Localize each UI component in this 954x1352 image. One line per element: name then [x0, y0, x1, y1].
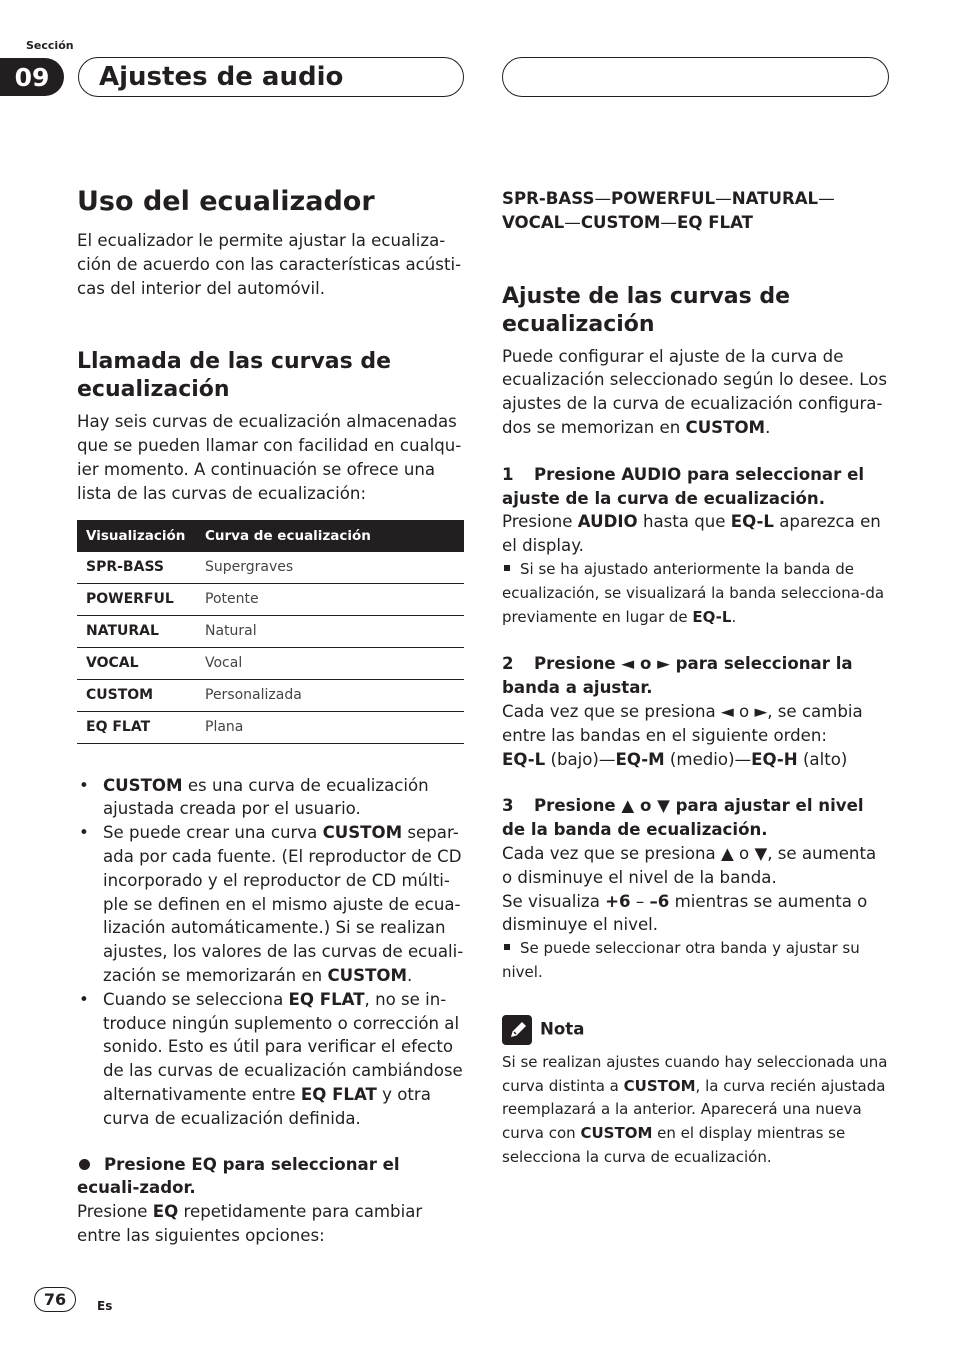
table-cell-display: VOCAL	[77, 647, 196, 679]
eq-sequence	[502, 187, 890, 235]
nota-heading	[502, 1015, 890, 1045]
nota-box	[502, 1015, 890, 1170]
eq-step-heading	[77, 1153, 465, 1201]
nota-title: Nota	[540, 1019, 585, 1039]
step-heading-text: Presione ◄ o ► para seleccionar la banda a ajustar.	[502, 654, 853, 698]
bullet-text: , no se in-troduce ningún suplemento o corrección al sonido. Esto es útil para verificar el efecto de las curvas de ecualización cambiándose alternativamente entre	[103, 989, 463, 1104]
ajuste-paragraph	[502, 345, 890, 440]
table-cell-curve: Personalizada	[196, 679, 464, 711]
text: Se visualiza	[502, 891, 606, 911]
bold-eql: EQ-L	[730, 512, 774, 532]
seq-item: POWERFUL	[611, 189, 716, 208]
text: (alto)	[797, 749, 848, 769]
square-bullet-icon	[504, 565, 510, 571]
chapter-title-text: Ajustes de audio	[99, 62, 344, 92]
table-row	[77, 679, 464, 711]
bullet-text: Se puede crear una curva	[103, 823, 323, 843]
text: –	[630, 891, 650, 911]
left-column	[77, 186, 465, 1248]
bold-eqm: EQ-M	[615, 749, 665, 769]
step-number: 3	[502, 796, 514, 816]
page-title: Uso del ecualizador	[77, 186, 375, 217]
table-row	[77, 647, 464, 679]
intro-paragraph: El ecualizador le permite ajustar la ecualiza-ción de acuerdo con las características acústi-cas del interior del automóvil.	[77, 231, 462, 298]
header-right-frame	[502, 57, 889, 97]
language-code: Es	[97, 1299, 113, 1313]
table-cell-display: SPR-BASS	[77, 552, 196, 584]
step-1-note	[502, 558, 890, 629]
eq-step-body	[77, 1200, 465, 1248]
chapter-title	[78, 57, 464, 97]
page-number: 76	[34, 1287, 76, 1312]
text: Si se realizan ajustes cuando hay seleccionada una curva distinta a	[502, 1052, 888, 1095]
section-number-badge: 09	[0, 58, 64, 96]
text: Presione	[502, 512, 578, 532]
text: .	[765, 417, 771, 437]
bold-custom: CUSTOM	[322, 823, 403, 843]
seq-sep: —	[564, 212, 581, 232]
subheading-llamada: Llamada de las curvas de ecualización	[77, 349, 392, 403]
step-3-body: Cada vez que se presiona ▲ o ▼, se aumenta o disminuye el nivel de la banda.	[502, 843, 877, 887]
step-3-range	[502, 890, 890, 938]
pencil-note-icon	[502, 1015, 532, 1045]
seq-sep: —	[660, 212, 677, 232]
bullet-text: Cuando se selecciona	[103, 989, 289, 1009]
table-header-row	[77, 520, 464, 552]
bold-eql: EQ-L	[502, 749, 546, 769]
notes-list	[77, 774, 465, 1131]
bullet-text: y otra curva de ecualización definida.	[103, 1084, 431, 1128]
text: , la curva recién ajustada reemplazará a la anterior. Aparecerá una nueva curva con	[502, 1076, 886, 1143]
table-cell-curve: Natural	[196, 615, 464, 647]
bold-plus6: +6	[605, 891, 631, 911]
section-label: Sección	[26, 39, 74, 52]
seq-sep: —	[594, 189, 612, 208]
bold-eq: EQ	[152, 1202, 179, 1222]
eq-step-heading-text: Presione EQ para seleccionar el ecuali-zador.	[77, 1154, 400, 1198]
bold-custom: CUSTOM	[580, 1124, 653, 1143]
bold-eqh: EQ-H	[751, 749, 798, 769]
seq-item: CUSTOM	[580, 212, 661, 232]
text: (bajo)—	[545, 749, 616, 769]
table-cell-curve: Vocal	[196, 647, 464, 679]
text: Si se ha ajustado anteriormente la banda de ecualización, se visualizará la banda selecciona-da previamente en lugar de	[502, 559, 885, 626]
step-1-body	[502, 510, 890, 558]
table-cell-curve: Potente	[196, 583, 464, 615]
bold-eqflat: EQ FLAT	[288, 989, 365, 1009]
step-number: 1	[502, 464, 514, 484]
table-cell-curve: Plana	[196, 711, 464, 743]
bullet-text: separ-ada por cada fuente. (El reproductor de CD incorporado y el reproductor de CD múlti-ple se definen en el mismo ajuste de ecua-lización automáticamente.) Si se realizan ajustes, los valores de las curvas de ecuali-zación se memorizarán en	[103, 823, 464, 985]
subheading-ajuste: Ajuste de las curvas de ecualización	[502, 283, 791, 337]
bold-eql: EQ-L	[692, 607, 732, 626]
nota-text	[502, 1051, 890, 1170]
text: Se puede seleccionar otra banda y ajustar su nivel.	[502, 939, 860, 981]
table-header-display: Visualización	[77, 520, 196, 552]
table-header-curve: Curva de ecualización	[196, 520, 464, 552]
text: repetidamente para cambiar entre las siguientes opciones:	[77, 1202, 423, 1245]
text: mientras se aumenta o disminuye el nivel.	[502, 891, 868, 935]
bold-custom: CUSTOM	[623, 1076, 696, 1095]
table-cell-display: CUSTOM	[77, 679, 196, 711]
right-column	[502, 187, 890, 1170]
seq-item: VOCAL	[502, 212, 565, 232]
step-3-heading	[502, 794, 890, 842]
bold-custom: CUSTOM	[685, 417, 766, 437]
table-row	[77, 583, 464, 615]
text: aparezca en el display.	[502, 512, 881, 556]
seq-sep: —	[715, 189, 732, 208]
text: (medio)—	[664, 749, 752, 769]
bold-custom: CUSTOM	[103, 775, 183, 795]
table-cell-curve: Supergraves	[196, 552, 464, 584]
table-row	[77, 711, 464, 743]
seq-item: EQ FLAT	[677, 212, 754, 232]
step-2-body: Cada vez que se presiona ◄ o ►, se cambia entre las bandas en el siguiente orden:	[502, 701, 863, 745]
eq-curves-table	[77, 520, 464, 744]
square-bullet-icon	[504, 944, 510, 950]
bullet-text: es una curva de ecualización ajustada creada por el usuario.	[103, 775, 429, 819]
llamada-paragraph: Hay seis curvas de ecualización almacenadas que se pueden llamar con facilidad en cualqu-ier momento. A continuación se ofrece una lista de las curvas de ecualización:	[77, 412, 462, 503]
text: hasta que	[637, 512, 731, 532]
bold-custom: CUSTOM	[327, 965, 408, 985]
bold-minus6: –6	[649, 891, 670, 911]
text: Puede configurar el ajuste de la curva de ecualización seleccionado según lo desee. Los ajustes de la curva de ecualización configura-dos se memorizan en	[502, 346, 887, 437]
bullet-text: .	[407, 965, 413, 985]
table-cell-display: NATURAL	[77, 615, 196, 647]
table-row	[77, 552, 464, 584]
step-heading-text: Presione AUDIO para seleccionar el ajuste de la curva de ecualización.	[502, 464, 865, 508]
text: en el display mientras se selecciona la curva de ecualización.	[502, 1124, 846, 1166]
text: Presione	[77, 1202, 153, 1222]
step-3-note	[502, 937, 890, 985]
step-heading-text: Presione ▲ o ▼ para ajustar el nivel de la banda de ecualización.	[502, 796, 864, 840]
bullet-dot-icon	[79, 1159, 90, 1170]
step-2-order	[502, 748, 890, 772]
list-item	[77, 774, 465, 822]
step-number: 2	[502, 654, 514, 674]
seq-item: NATURAL	[731, 189, 819, 208]
text: .	[731, 607, 737, 626]
step-2-heading	[502, 652, 890, 700]
seq-item: SPR-BASS	[502, 189, 595, 208]
step-1-heading	[502, 463, 890, 511]
seq-sep: —	[818, 189, 835, 208]
table-row	[77, 615, 464, 647]
list-item	[77, 988, 465, 1131]
bold-eqflat: EQ FLAT	[300, 1084, 377, 1104]
list-item	[77, 821, 465, 988]
bold-audio: AUDIO	[577, 512, 638, 532]
table-cell-display: EQ FLAT	[77, 711, 196, 743]
table-cell-display: POWERFUL	[77, 583, 196, 615]
